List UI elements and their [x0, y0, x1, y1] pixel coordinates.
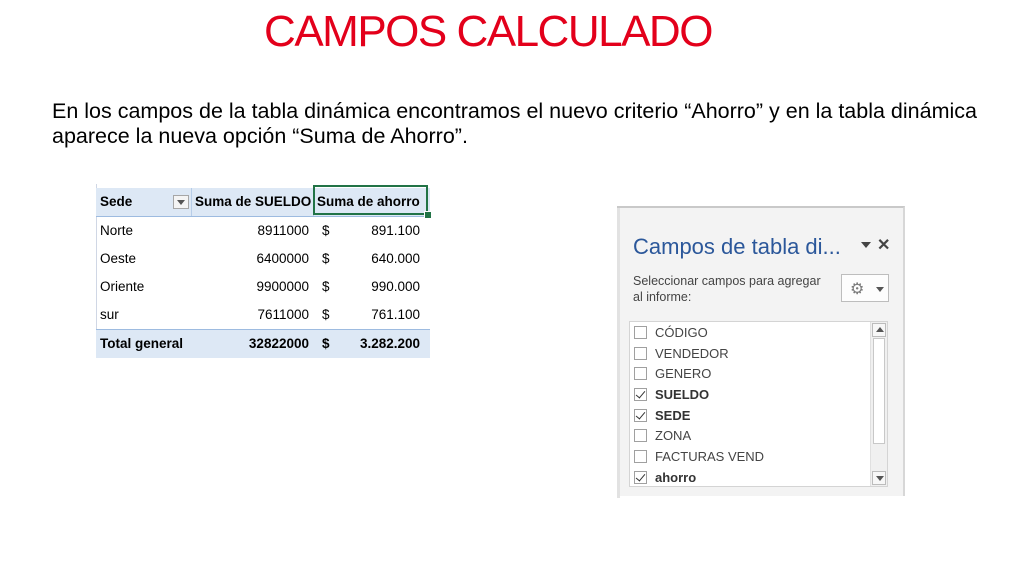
field-list[interactable]	[629, 321, 888, 487]
tools-button[interactable]	[841, 274, 889, 302]
table-row[interactable]	[96, 245, 430, 273]
field-checkbox[interactable]	[634, 450, 647, 463]
field-checkbox-checked[interactable]	[634, 409, 647, 422]
scroll-down-button[interactable]	[872, 471, 886, 485]
chevron-down-icon	[876, 476, 884, 481]
field-item-facturas-vend[interactable]	[634, 447, 866, 467]
scroll-thumb[interactable]	[873, 338, 885, 444]
field-item-ahorro[interactable]	[634, 468, 866, 488]
cell-ahorro[interactable]: 761.100	[371, 307, 420, 322]
cell-sueldo[interactable]: 9900000	[256, 279, 309, 294]
field-item-sueldo[interactable]	[634, 385, 866, 405]
cell-sede[interactable]: Oriente	[100, 279, 145, 294]
field-label: SEDE	[655, 408, 691, 423]
cell-total-sueldo[interactable]: 32822000	[248, 336, 309, 351]
pivot-field-list-pane	[617, 206, 905, 496]
pane-edge	[617, 208, 620, 498]
pivot-table	[96, 184, 430, 358]
chevron-up-icon	[876, 327, 884, 332]
header-sede[interactable]: Sede	[100, 194, 133, 209]
cell-ahorro[interactable]: 891.100	[371, 223, 420, 238]
filter-dropdown-button[interactable]	[173, 195, 189, 209]
cell-sede[interactable]: Oeste	[100, 251, 137, 266]
field-item-vendedor[interactable]	[634, 344, 866, 364]
field-label: FACTURAS VEND	[655, 449, 765, 464]
column-separator	[191, 188, 192, 216]
cell-total-ahorro[interactable]: 3.282.200	[359, 336, 420, 351]
field-label: ZONA	[655, 428, 692, 443]
chevron-down-icon	[876, 287, 884, 292]
cell-sueldo[interactable]: 8911000	[257, 223, 309, 238]
header-suma-ahorro[interactable]: Suma de ahorro	[317, 194, 420, 209]
field-label: ahorro	[655, 470, 697, 485]
table-row[interactable]	[96, 273, 430, 301]
chevron-down-icon[interactable]	[861, 242, 871, 248]
field-checkbox-checked[interactable]	[634, 471, 647, 484]
cell-ahorro[interactable]: 990.000	[371, 279, 420, 294]
scroll-up-button[interactable]	[872, 323, 886, 337]
field-item-zona[interactable]	[634, 426, 866, 446]
field-checkbox[interactable]	[634, 429, 647, 442]
field-label: CÓDIGO	[655, 325, 708, 340]
cell-sueldo[interactable]: 7611000	[257, 307, 309, 322]
active-cell-border	[313, 185, 428, 215]
slide-title: CAMPOS CALCULADO	[264, 7, 712, 56]
slide-body-text: En los campos de la tabla dinámica encontramos el nuevo criterio “Ahorro” y en la tabla dinámica aparece la nueva opción “Suma de Ahorro”.	[52, 99, 977, 148]
vertical-scrollbar[interactable]	[870, 322, 887, 486]
close-icon[interactable]: ✕	[877, 237, 891, 254]
header-suma-sueldo[interactable]: Suma de SUELDO	[195, 194, 312, 209]
cell-ahorro[interactable]: 640.000	[371, 251, 420, 266]
chevron-down-icon	[177, 200, 185, 205]
pane-title: Campos de tabla di...	[633, 234, 841, 259]
cell-sueldo[interactable]: 6400000	[256, 251, 309, 266]
table-row[interactable]	[96, 217, 430, 245]
field-checkbox[interactable]	[634, 347, 647, 360]
table-row[interactable]	[96, 301, 430, 329]
field-item-codigo[interactable]	[634, 323, 866, 343]
field-label: GENERO	[655, 366, 712, 381]
cell-sede[interactable]: Norte	[100, 223, 134, 238]
field-label: VENDEDOR	[655, 346, 729, 361]
gear-icon: ⚙	[850, 281, 865, 298]
cell-currency: $	[322, 279, 330, 294]
cell-currency: $	[322, 223, 330, 238]
field-checkbox[interactable]	[634, 367, 647, 380]
field-checkbox[interactable]	[634, 326, 647, 339]
cell-currency: $	[322, 336, 330, 351]
field-item-genero[interactable]	[634, 364, 866, 384]
fill-handle[interactable]	[424, 211, 432, 219]
cell-currency: $	[322, 307, 330, 322]
table-total-row[interactable]	[96, 329, 430, 358]
cell-sede[interactable]: sur	[100, 307, 119, 322]
field-item-sede[interactable]	[634, 406, 866, 426]
pane-description: Seleccionar campos para agregar al informe:	[633, 274, 821, 304]
field-label: SUELDO	[655, 387, 710, 402]
cell-total-label[interactable]: Total general	[100, 336, 184, 351]
field-checkbox-checked[interactable]	[634, 388, 647, 401]
cell-currency: $	[322, 251, 330, 266]
